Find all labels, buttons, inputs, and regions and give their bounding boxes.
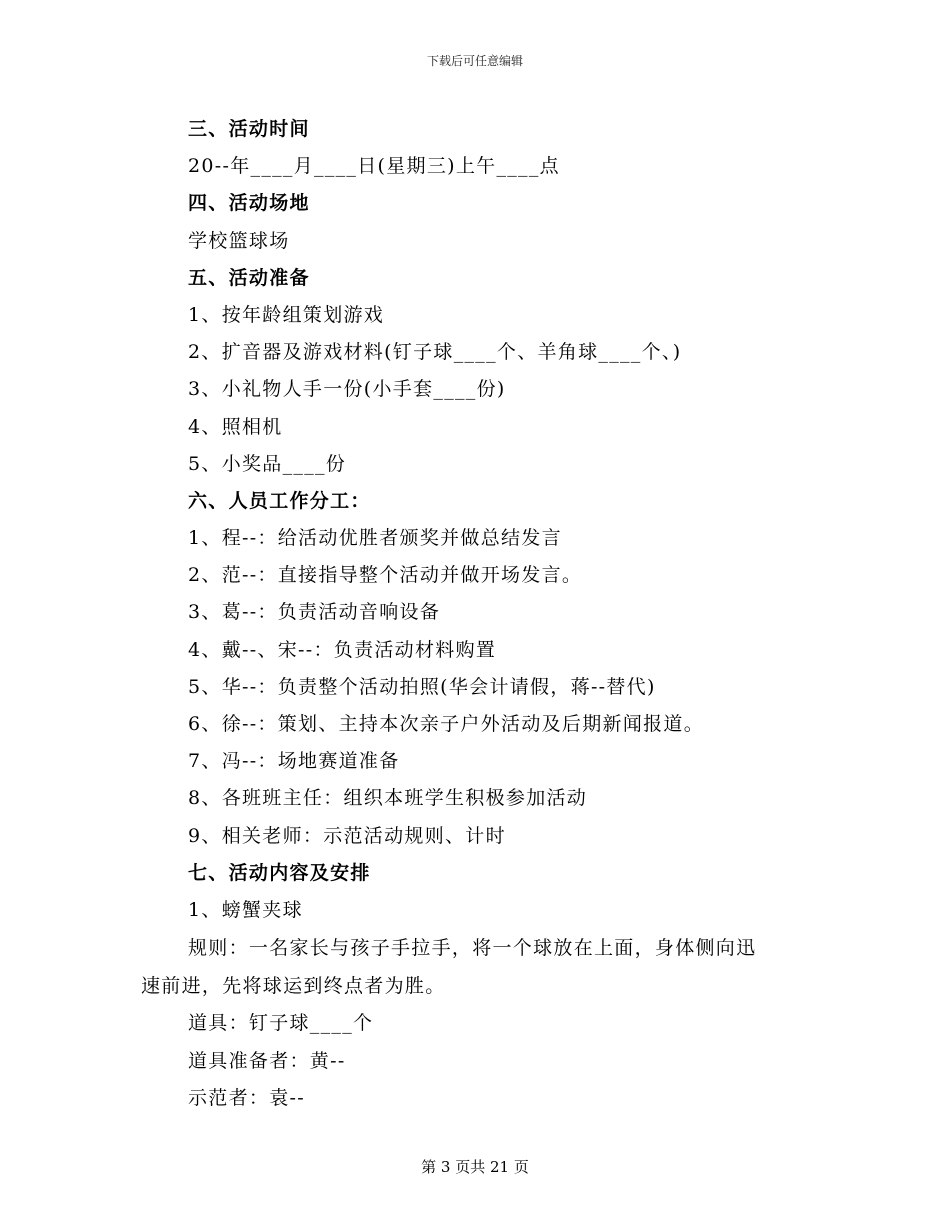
- content-line: 1、按年龄组策划游戏: [188, 303, 385, 326]
- rule-line-1: 规则：一名家长与孩子手拉手，将一个球放在上面，身体侧向迅: [188, 937, 757, 960]
- content-line: 2、扩音器及游戏材料(钉子球____个、羊角球____个、): [188, 341, 682, 364]
- tail-lines: [188, 1005, 828, 1118]
- page-header: 下载后可任意编辑: [426, 54, 523, 68]
- section-heading: 五、活动准备: [188, 266, 310, 289]
- page-content: [141, 111, 828, 1118]
- content-line: 道具：钉子球____个: [188, 1012, 374, 1035]
- content-line: 学校篮球场: [188, 229, 290, 252]
- section-heading: 七、活动内容及安排: [188, 861, 371, 884]
- content-line: 3、小礼物人手一份(小手套____份): [188, 378, 506, 401]
- content-line: 3、葛--：负责活动音响设备: [188, 601, 441, 624]
- content-line: 8、各班班主任：组织本班学生积极参加活动: [188, 787, 588, 810]
- content-lines: [188, 111, 828, 929]
- content-line: 道具准备者：黄--: [188, 1049, 346, 1072]
- content-line: 9、相关老师：示范活动规则、计时: [188, 824, 506, 847]
- content-line: 7、冯--：场地赛道准备: [188, 750, 400, 773]
- rule-line-2: 速前进，先将球运到终点者为胜。: [141, 975, 446, 998]
- content-line: 1、程--：给活动优胜者颁奖并做总结发言: [188, 527, 562, 550]
- section-heading: 六、人员工作分工：: [188, 489, 371, 512]
- content-line: 6、徐--：策划、主持本次亲子户外活动及后期新闻报道。: [188, 713, 705, 735]
- content-line: 2、范--：直接指导整个活动并做开场发言。: [188, 564, 583, 587]
- section-heading: 四、活动场地: [188, 192, 310, 215]
- content-line: 1、螃蟹夹球: [188, 898, 303, 921]
- content-line: 5、华--：负责整个活动拍照(华会计请假，蒋--替代): [188, 675, 656, 698]
- content-line: 示范者：袁--: [188, 1087, 305, 1110]
- content-line: 4、照相机: [188, 415, 283, 438]
- page-footer: 第 3 页共 21 页: [421, 1158, 529, 1176]
- content-line: 5、小奖品____份: [188, 452, 347, 475]
- section-heading: 三、活动时间: [188, 118, 310, 140]
- content-line: 4、戴--、宋--：负责活动材料购置: [188, 638, 497, 661]
- content-line: 20--年____月____日(星期三)上午____点: [188, 155, 560, 178]
- rule-paragraph: [141, 929, 828, 1005]
